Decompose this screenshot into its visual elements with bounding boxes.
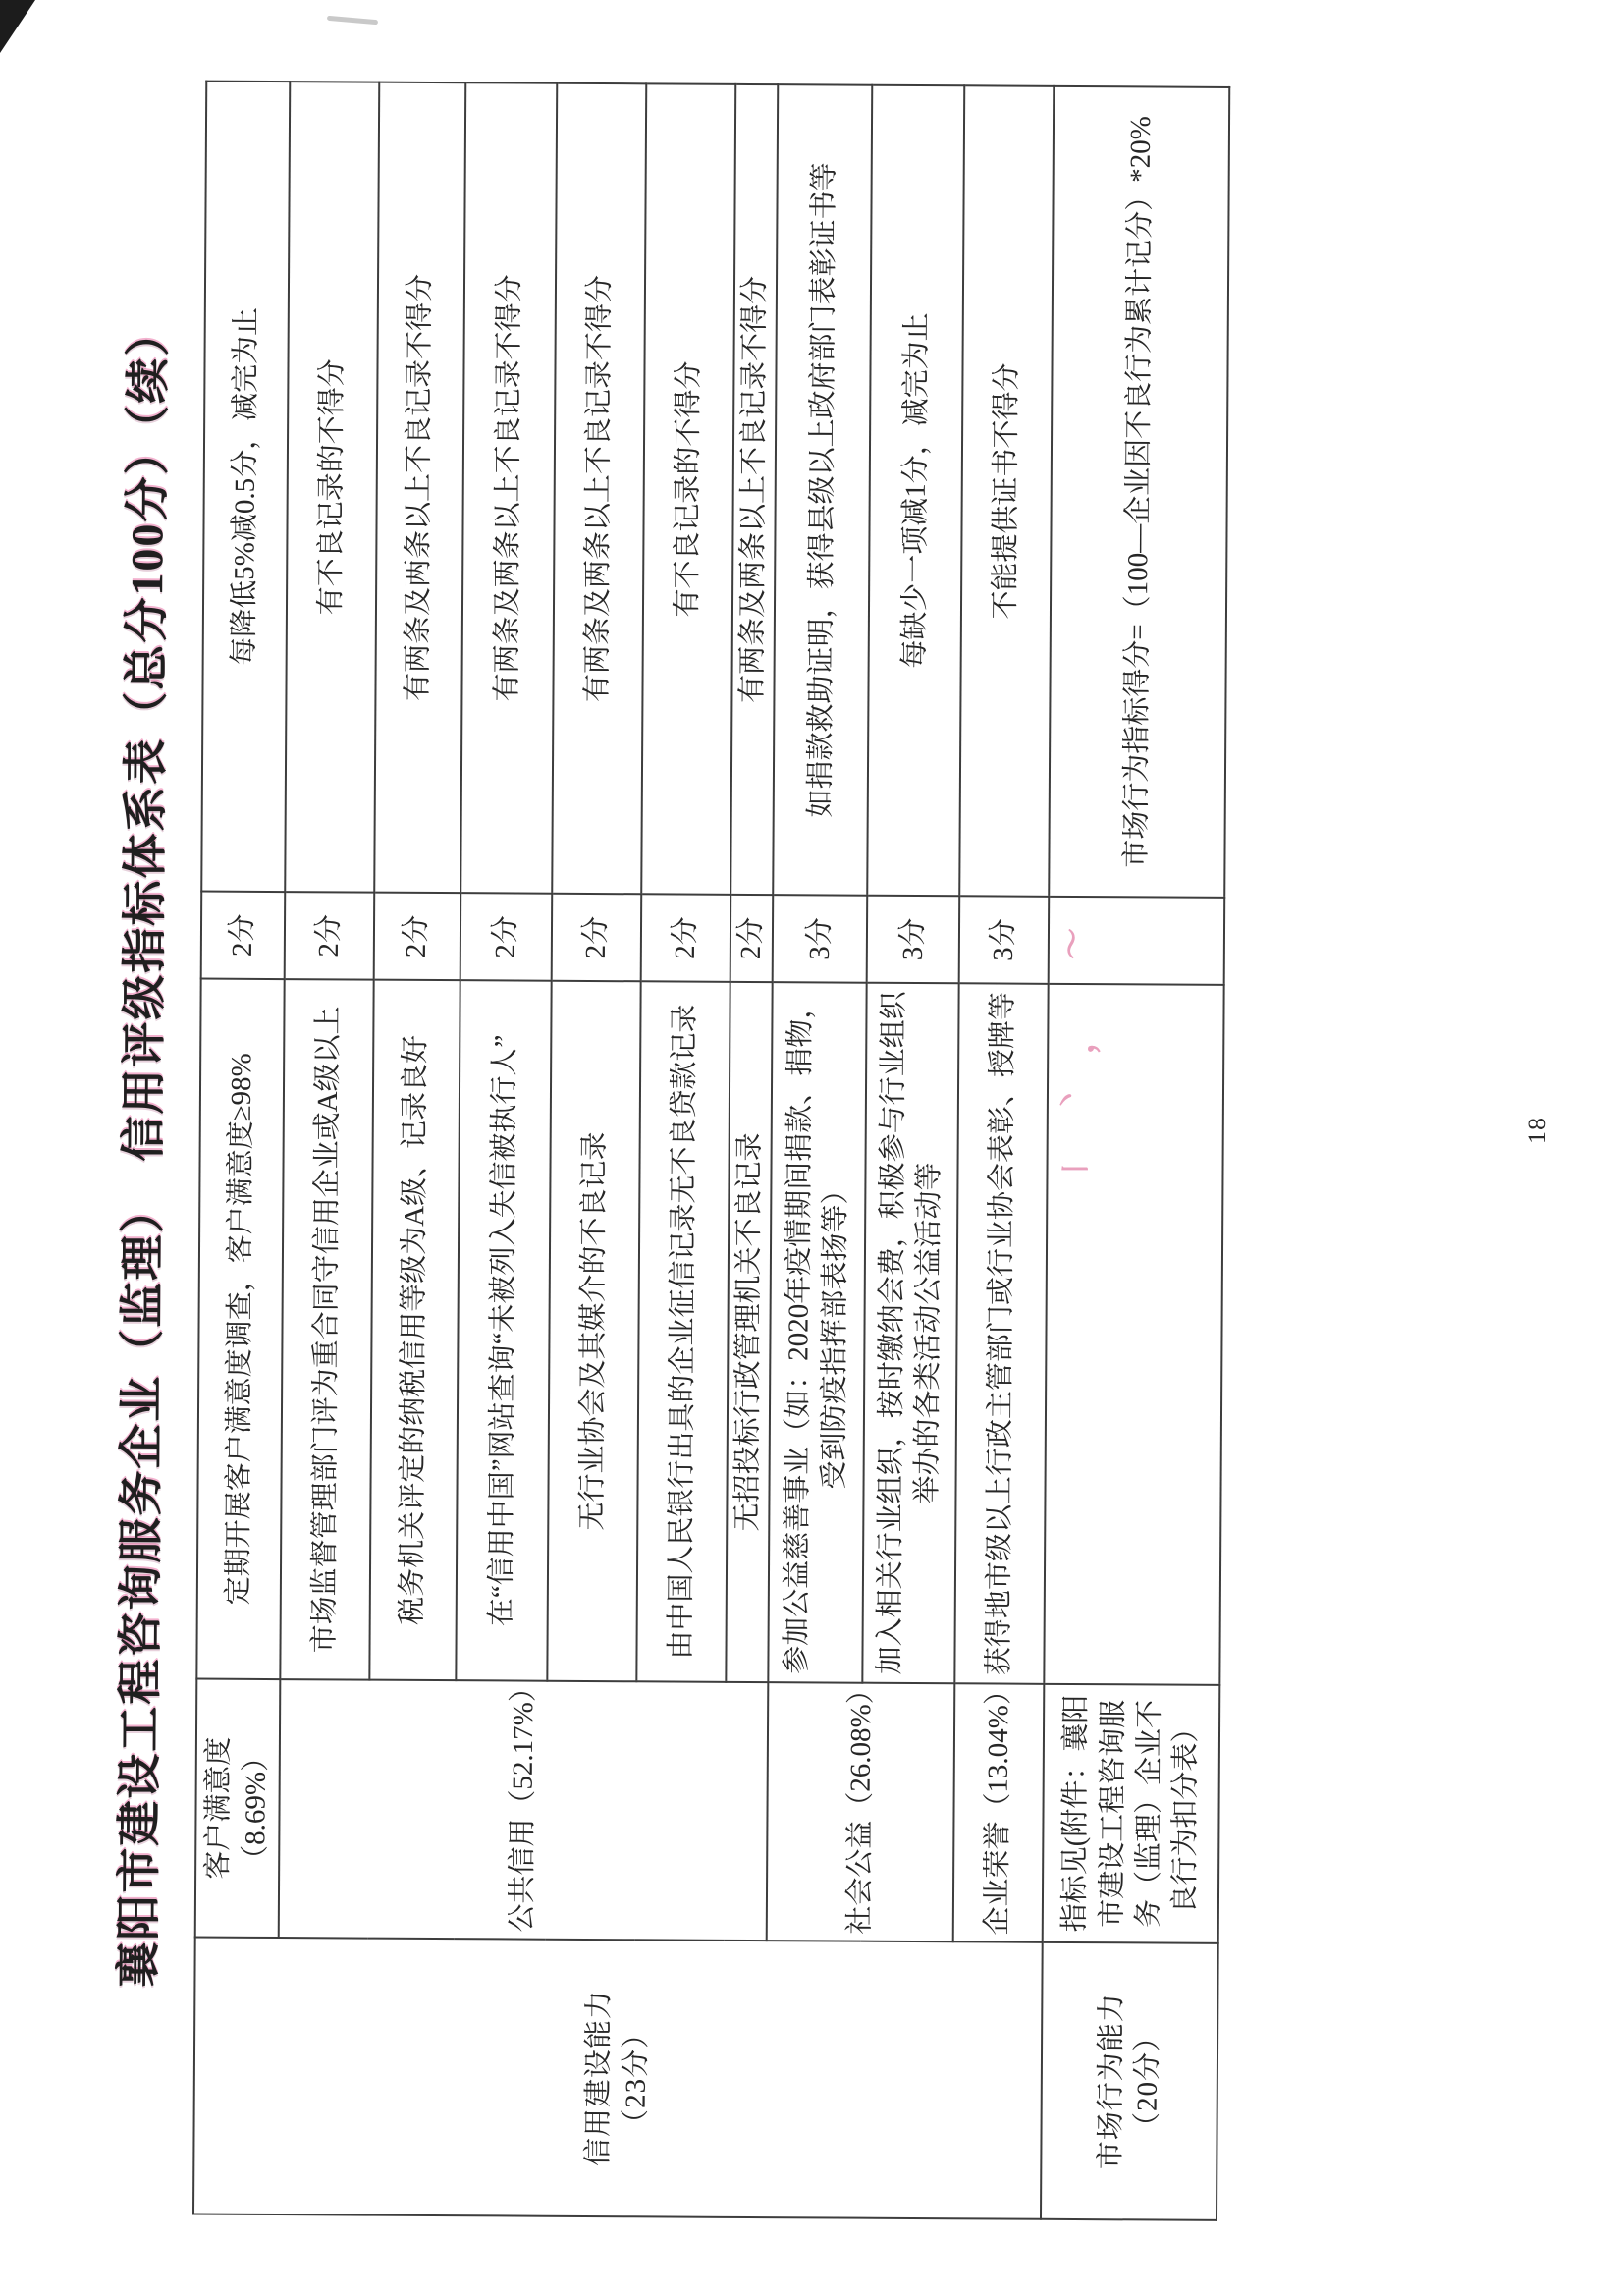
cell-score: 2分 (374, 893, 461, 981)
rotated-document (108, 82, 1228, 2221)
cell-score: 2分 (641, 894, 731, 982)
table-row (951, 85, 1054, 2219)
pink-annotation-mark: 〡 (1060, 1154, 1093, 1183)
pink-annotation-mark: 〜 (1055, 927, 1091, 960)
cell-criteria: 有两条及两条以上不良记录不得分 (552, 83, 646, 895)
scan-smudge-artifact (327, 16, 378, 26)
pink-annotation-mark: 丶 (1054, 1085, 1085, 1115)
cell-subcategory-social-welfare: 社会公益（26.08%） (767, 1682, 955, 1941)
table-row (193, 82, 290, 2214)
cell-indicator: 定期开展客户满意度调查，客户满意度≥98% (196, 979, 284, 1680)
cell-indicator: 加入相关行业组织，按时缴纳会费，积极参与行业组织举办的各类活动公益活动等 (862, 983, 958, 1684)
cell-indicator: 税务机关评定的纳税信用等级为A级、记录良好 (369, 980, 460, 1681)
cell-score: 2分 (730, 895, 774, 982)
cell-criteria: 有两条及两条以上不良记录不得分 (374, 82, 465, 894)
cell-score: 2分 (285, 892, 375, 980)
cell-score: 2分 (460, 893, 553, 981)
cell-criteria: 不能提供证书不得分 (959, 85, 1054, 897)
cell-criteria: 每降低5%减0.5分，减完为止 (201, 82, 290, 893)
cell-criteria: 有两条及两条以上不良记录不得分 (460, 82, 557, 894)
cell-criteria: 有不良记录的不得分 (285, 82, 379, 893)
table-row (765, 84, 872, 2218)
cell-indicator: 由中国人民银行出具的企业征信记录无不良贷款记录 (636, 981, 730, 1682)
cell-subcategory-enterprise-honor: 企业荣誉（13.04%） (953, 1683, 1045, 1942)
page-number: 18 (1523, 1117, 1551, 1144)
table-row (277, 82, 379, 2215)
cell-indicator: 参加公益慈善事业（如：2020年疫情期间捐款、捐物，受到防疫指挥部表扬等） (768, 982, 866, 1683)
scan-corner-artifact (0, 0, 35, 53)
cell-score: 2分 (201, 892, 286, 980)
cell-score: 2分 (552, 894, 642, 982)
cell-indicator: 无行业协会及其媒介的不良记录 (547, 981, 640, 1682)
cell-category-credit-building: 信用建设能力 （23分） (193, 1938, 1043, 2219)
cell-criteria: 每缺少一项减1分，减完为止 (867, 85, 964, 897)
cell-subcategory-public-credit: 公共信用（52.17%） (279, 1679, 769, 1941)
cell-indicator: 市场监督管理部门评为重合同守信用企业或A级以上 (280, 979, 373, 1680)
cell-indicator: 在“信用中国”网站查询“未被列入失信被执行人” (456, 980, 551, 1681)
cell-score: 3分 (867, 896, 960, 984)
cell-score: 3分 (959, 896, 1050, 984)
cell-indicator: 无招投标行政管理机关不良记录 (726, 982, 772, 1682)
credit-rating-indicator-table (192, 81, 1230, 2221)
cell-criteria: 有不良记录的不得分 (641, 83, 735, 895)
cell-criteria: 如捐款救助证明，获得县级以上政府部门表彰证书等 (773, 84, 872, 896)
cell-criteria: 有两条及两条以上不良记录不得分 (730, 84, 778, 895)
cell-indicator: 获得地市级以上行政主管部门或行业协会表彰、授牌等 (954, 983, 1048, 1684)
cell-subcategory-customer-satisfaction: 客户满意度（8.69%） (195, 1679, 281, 1939)
cell-category-market-behavior: 市场行为能力 （20分） (1041, 1942, 1218, 2220)
cell-score: 3分 (773, 895, 868, 983)
page-title: 襄阳市建设工程咨询服务企业（监理） 信用评级指标体系表（总分100分）（续） (113, 308, 174, 1988)
cell-indicator-note: 指标见(附件：襄阳市建设工程咨询服务（监理）企业不良行为扣分表） (1043, 1684, 1220, 1943)
cell-criteria-formula: 市场行为指标得分=（100—企业因不良行为累计记分）*20% (1049, 86, 1229, 898)
pink-annotation-mark: ， (1060, 1018, 1101, 1055)
